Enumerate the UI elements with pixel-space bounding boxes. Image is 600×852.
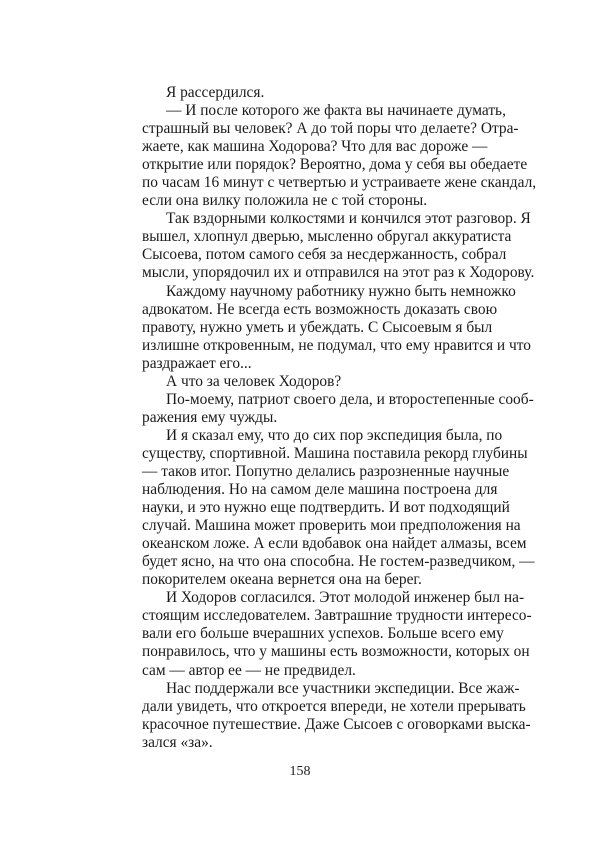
text-line: понравилось, что у машины есть возможности, которых он: [142, 643, 530, 661]
text-line: Я рассердился.: [166, 84, 265, 101]
text-line: дали увидеть, что откроется впереди, не хотели прерывать: [142, 697, 526, 715]
text-line: по часам 16 минут с четвертью и устраиваете жене скандал,: [142, 174, 537, 192]
text-line: Нас поддержали все участники экспедиции. Все жаж-: [166, 679, 520, 697]
text-line: И я сказал ему, что до сих пор экспедиция была, по: [166, 426, 503, 444]
text-line: А что за человек Ходоров?: [166, 372, 342, 390]
paragraph: [142, 102, 537, 210]
text-line: открытие или порядок? Вероятно, дома у себя вы обедаете: [142, 156, 528, 174]
paragraph: [142, 390, 534, 427]
text-line: если она вилку положила не с той стороны.: [142, 192, 428, 210]
text-line: страшный вы человек? А до той поры что делаете? Отра-: [142, 120, 519, 138]
paragraph: [142, 373, 458, 391]
text-line: наблюдения. Но на самом деле машина построена для: [142, 481, 498, 499]
text-line: науки, и это нужно еще подтвердить. И вот подходящий: [142, 499, 510, 517]
text-line: правоту, нужно уметь и убеждать. С Сысоевым я был: [142, 318, 493, 336]
text-line: вышел, хлопнул дверью, мысленно обругал аккуратиста: [142, 228, 512, 246]
text-line: случай. Машина может проверить мои предположения на: [142, 517, 521, 535]
paragraph: [142, 84, 458, 102]
text-line: будет ясно, на что она способна. Не гостем-разведчиком, —: [142, 553, 535, 571]
paragraph: [142, 210, 535, 282]
text-line: красочное путешествие. Даже Сысоев с оговорками выска-: [142, 715, 531, 733]
text-line: ражения ему чужды.: [142, 408, 278, 426]
text-line: океанском ложе. А если вдобавок она найдет алмазы, всем: [142, 535, 527, 553]
text-line: адвокатом. Не всегда есть возможность доказать свою: [142, 300, 498, 318]
text-line: — И после которого же факта вы начинаете думать,: [166, 102, 506, 120]
text-line: Так вздорными колкостями и кончился этот разговор. Я: [166, 210, 531, 228]
body-text: [142, 84, 537, 752]
text-line: жаете, как машина Ходорова? Что для вас дороже —: [142, 138, 488, 156]
text-line: покорителем океана вернется она на берег.: [142, 571, 422, 589]
page-number: 158: [289, 764, 311, 779]
text-line: По-моему, патриот своего дела, и второстепенные сооб-: [166, 390, 534, 408]
paragraph: [142, 282, 531, 373]
text-line: сам — автор ее — не предвидел.: [142, 661, 356, 679]
text-line: зался «за».: [142, 733, 213, 751]
text-line: — таков итог. Попутно делались разрозненные научные: [142, 462, 510, 480]
text-line: стоящим исследователем. Завтрашние трудности интересо-: [142, 607, 532, 625]
text-line: вали его больше вчерашних успехов. Больше всего ему: [142, 625, 504, 643]
text-line: Сысоева, потом самого себя за несдержанность, собрал: [142, 246, 507, 264]
paragraph: [142, 589, 532, 679]
text-line: существу, спортивной. Машина поставила рекорд глубины: [142, 444, 528, 462]
text-line: мысли, упорядочил их и отправился на этот раз к Ходорову.: [142, 264, 535, 282]
paragraph: [142, 426, 535, 589]
text-line: Каждому научному работнику нужно быть немножко: [166, 282, 516, 300]
text-line: излишне откровенным, не подумал, что ему нравится и что: [142, 336, 531, 354]
text-line: раздражает его...: [142, 354, 252, 372]
paragraph: [142, 679, 531, 752]
text-line: И Ходоров согласился. Этот молодой инженер был на-: [166, 589, 525, 607]
